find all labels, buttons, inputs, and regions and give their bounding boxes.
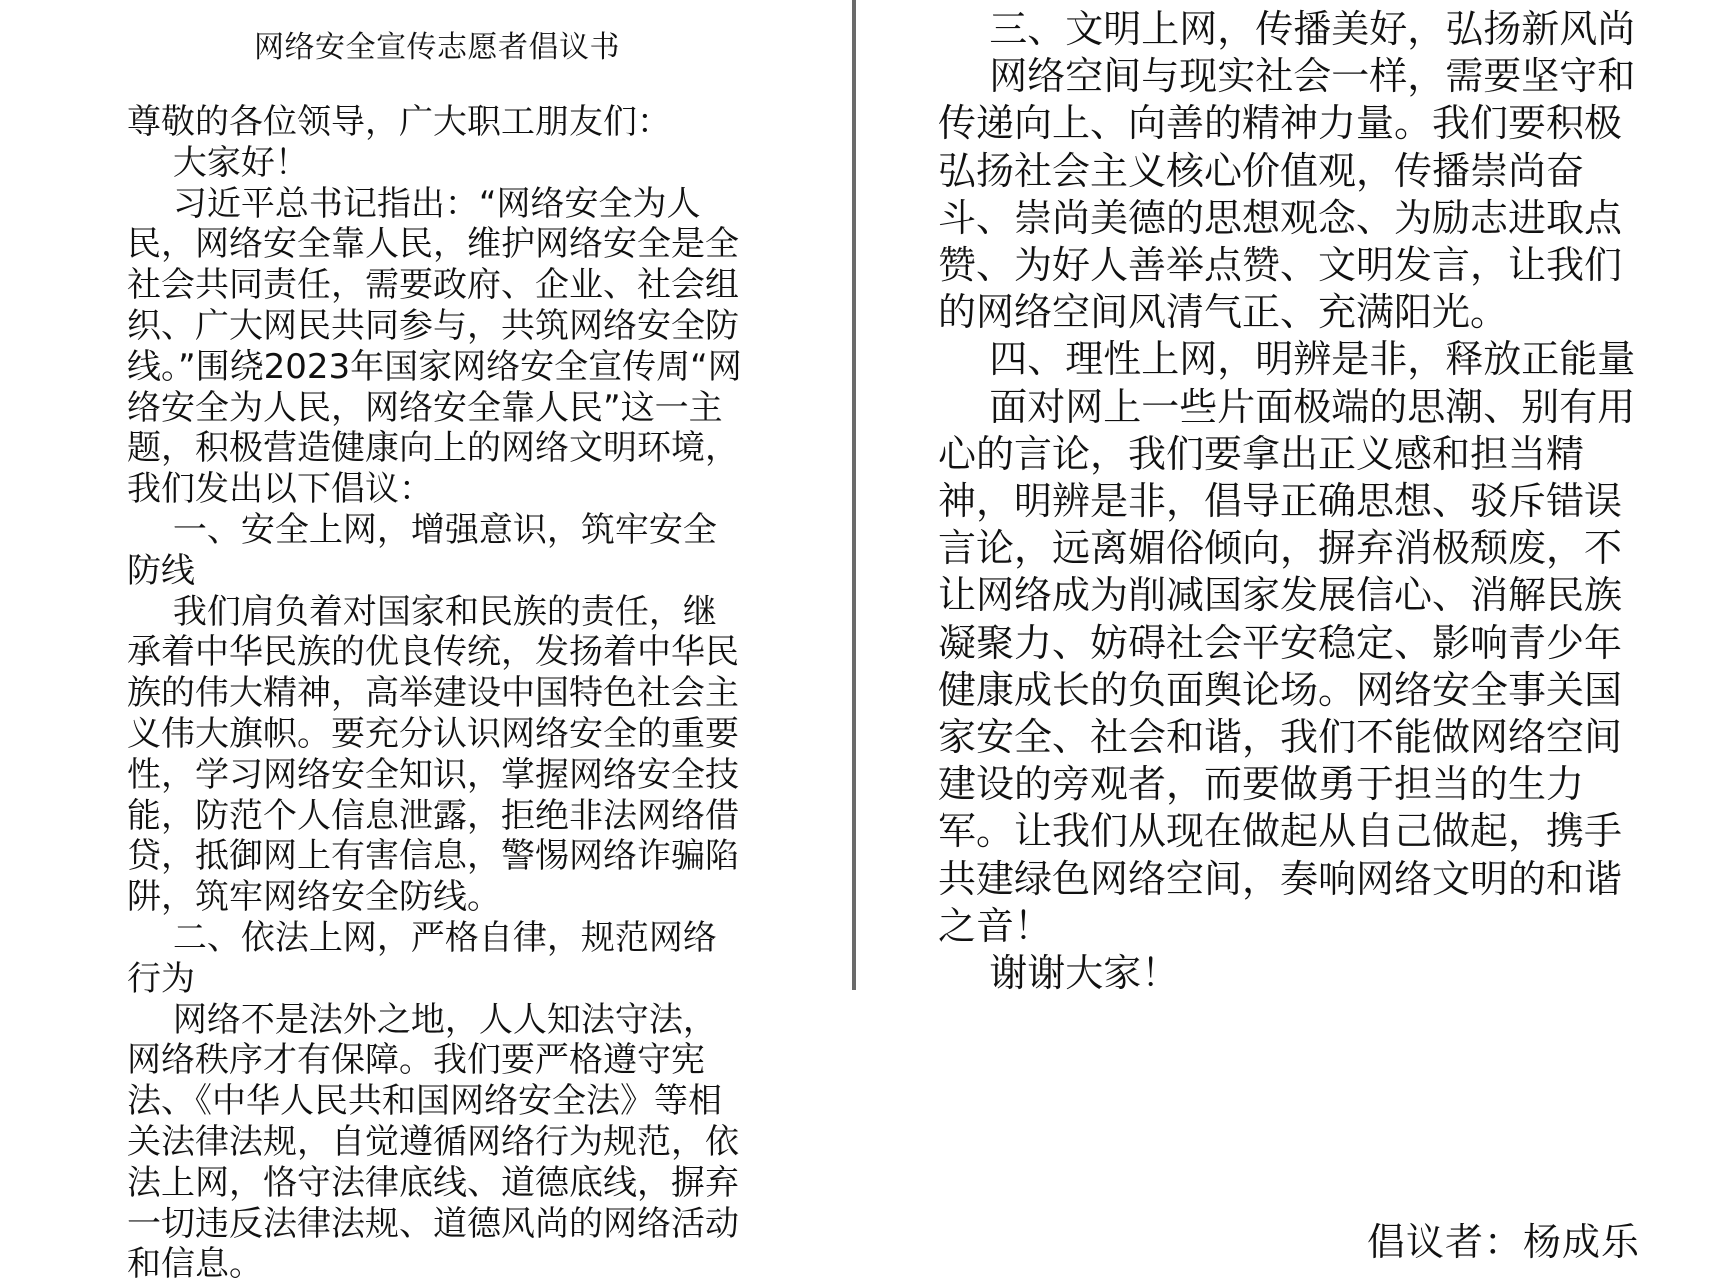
section-4-body: 面对网上一些片面极端的思潮、别有用心的言论，我们要拿出正义感和担当精神，明辨是非，倡导正确思想、驳斥错误言论，远离媚俗倾向，摒弃消极颓废，不让网络成为削减国家发展信心、消解民族凝聚力、妨碍社会平安稳定、影响青少年健康成长的负面舆论场。网络安全事关国家安全、社会和谐，我们不能做网络空间建设的旁观者，而要做勇于担当的生力军。让我们从现在做起从自己做起，携手共建绿色网络空间，奏响网络文明的和谐之音！ (938, 384, 1636, 948)
document-title: 网络安全宣传志愿者倡议书 (254, 30, 620, 65)
left-column-text (127, 102, 747, 1285)
section-3-body: 网络空间与现实社会一样，需要坚守和传递向上、向善的精神力量。我们要积极弘扬社会主义核心价值观，传播崇尚奋斗、崇尚美德的思想观念、为励志进取点赞、为好人善举点赞、文明发言，让我们的网络空间风清气正、充满阳光。 (938, 54, 1636, 335)
section-3-title: 三、文明上网，传播美好，弘扬新风尚 (989, 7, 1636, 51)
section-4-title: 四、理性上网，明辨是非，释放正能量 (989, 337, 1636, 382)
right-column-text (938, 6, 1658, 997)
closing: 谢谢大家！ (989, 951, 1180, 996)
section-1-body: 我们肩负着对国家和民族的责任，继承着中华民族的优良传统，发扬着中华民族的伟大精神，高举建设中国特色社会主义伟大旗帜。要充分认识网络安全的重要性，学习网络安全知识，掌握网络安全技能，防范个人信息泄露，拒绝非法网络借贷，抵御网上有害信息，警惕网络诈骗陷阱，筑牢网络安全防线。 (127, 591, 739, 918)
section-2-title: 二、依法上网，严格自律，规范网络行为 (127, 917, 717, 999)
section-1-title: 一、安全上网，增强意识，筑牢安全防线 (127, 509, 717, 591)
signature: 倡议者：杨成乐 (1366, 1220, 1640, 1264)
greeting: 大家好！ (172, 142, 309, 183)
section-2-body: 网络不是法外之地，人人知法守法，网络秩序才有保障。我们要严格遵守宪法、《中华人民共和国网络安全法》等相关法律法规，自觉遵循网络行为规范，依法上网，恪守法律底线、道德底线，摒弃一切违反法律法规、道德风尚的网络活动和信息。 (127, 999, 739, 1285)
column-divider (852, 0, 856, 990)
intro-paragraph: 习近平总书记指出：“网络安全为人民，网络安全靠人民，维护网络安全是全社会共同责任，需要政府、企业、社会组织、广大网民共同参与，共筑网络安全防线。”围绕2023年国家网络安全宣传周“网络安全为人民，网络安全靠人民”这一主题，积极营造健康向上的网络文明环境，我们发出以下倡议： (127, 183, 742, 510)
salutation: 尊敬的各位领导，广大职工朋友们： (127, 102, 671, 142)
